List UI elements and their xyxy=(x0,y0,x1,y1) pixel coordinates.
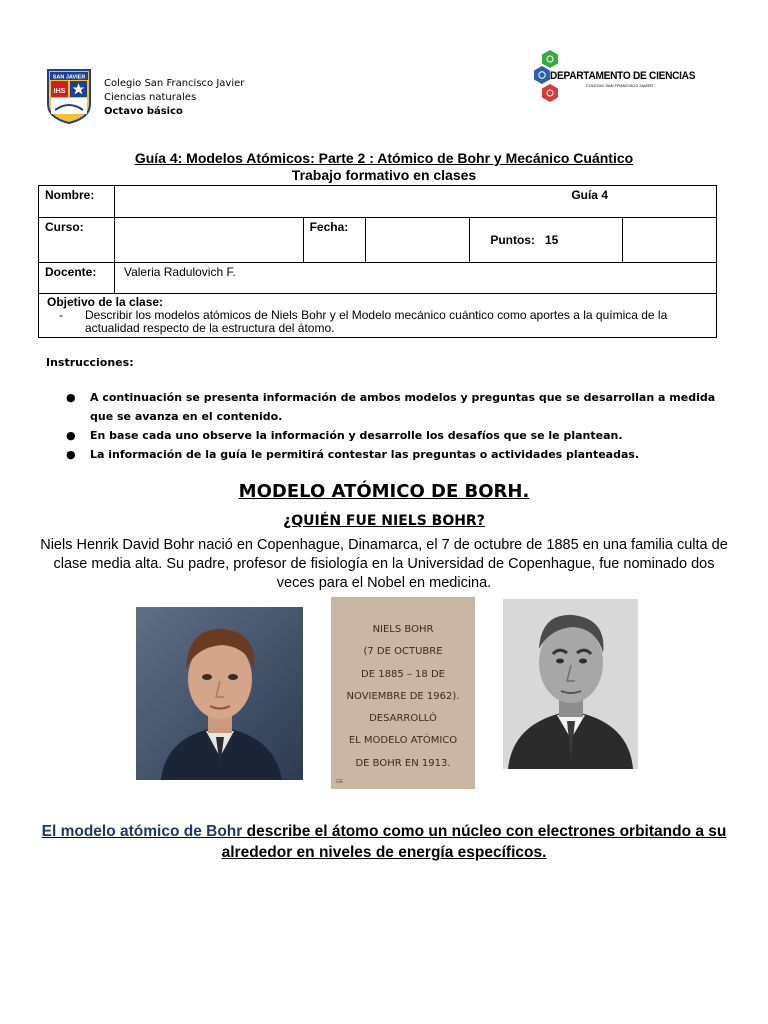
nombre-field[interactable] xyxy=(114,186,716,218)
bullet-icon: ● xyxy=(66,448,76,461)
objective-text: Describir los modelos atómicos de Niels Bohr y el Modelo mecánico cuántico como aportes a la química de la actualidad respecto de la estructura del átomo. xyxy=(85,308,668,335)
card-watermark: GE xyxy=(336,779,344,785)
puntos-cell xyxy=(470,218,623,263)
fecha-label: Fecha: xyxy=(303,218,365,263)
school-name: Colegio San Francisco Javier xyxy=(104,78,245,89)
docente-label: Docente: xyxy=(39,263,115,294)
card-line: (7 DE OCTUBRE xyxy=(363,646,443,658)
young-bohr-portrait xyxy=(136,607,303,780)
bohr-info-card xyxy=(331,597,475,789)
puntos-value: 15 xyxy=(545,233,559,247)
guide-heading xyxy=(0,150,768,184)
school-logo-ihs: IHS xyxy=(53,88,66,95)
instruction-item xyxy=(66,388,726,426)
curso-label: Curso: xyxy=(39,218,115,263)
student-info-table xyxy=(38,185,717,338)
guia-label: Guía 4 xyxy=(571,188,608,202)
card-line: NOVIEMBRE DE 1962). xyxy=(346,690,460,702)
instructions-list xyxy=(66,388,726,464)
section-subtitle: ¿QUIÉN FUE NIELS BOHR? xyxy=(283,513,485,529)
bohr-model-description: describe el átomo como un núcleo con electrones orbitando a su alrededor en niveles de energía específicos. xyxy=(221,823,727,861)
docente-value: Valeria Radulovich F. xyxy=(114,263,716,294)
guide-title: Guía 4: Modelos Atómicos: Parte 2 : Atómico de Bohr y Mecánico Cuántico xyxy=(134,150,634,166)
puntos-score-field[interactable] xyxy=(623,218,717,263)
instruction-text: La información de la guía le permitirá contestar las preguntas o actividades planteadas. xyxy=(90,448,640,461)
section-title: MODELO ATÓMICO DE BORH. xyxy=(238,481,530,502)
card-line: DESARROLLÓ xyxy=(369,713,437,725)
card-line: DE 1885 – 18 DE xyxy=(361,668,445,680)
card-line: EL MODELO ATÓMICO xyxy=(348,735,458,747)
instruction-text: A continuación se presenta información de ambos modelos y preguntas que se desarrollan a medida que se avanza en el contenido. xyxy=(90,391,716,423)
instruction-text: En base cada uno observe la información y desarrolle los desafíos que se le plantean. xyxy=(90,429,623,442)
guide-subtitle: Trabajo formativo en clases xyxy=(291,167,477,183)
instructions-title: Instrucciones: xyxy=(46,356,134,369)
bohr-model-highlight: El modelo atómico de Bohr xyxy=(41,823,243,840)
card-line: NIELS BOHR xyxy=(372,624,434,635)
instruction-item xyxy=(66,445,726,464)
objective-dash: - xyxy=(59,308,63,322)
bohr-biography: Niels Henrik David Bohr nació en Copenhague, Dinamarca, el 7 de octubre de 1885 en una familia culta de clase media alta. Su padre, profesor de fisiología en la Universidad de Copenhague, fue nominado dos veces para el Nobel en medicina. xyxy=(40,537,728,591)
nombre-label: Nombre: xyxy=(39,186,115,218)
curso-field[interactable] xyxy=(114,218,303,263)
grade-level: Octavo básico xyxy=(104,106,183,117)
school-logo xyxy=(46,68,92,124)
older-bohr-portrait xyxy=(503,599,638,769)
objective-cell xyxy=(39,294,717,338)
instruction-item xyxy=(66,426,726,445)
objective-label: Objetivo de la clase: xyxy=(47,295,164,309)
department-logo-subtitle: COLEGIO SAN FRANCISCO JAVIER xyxy=(586,83,654,88)
bullet-icon: ● xyxy=(66,429,76,442)
card-line: DE BOHR EN 1913. xyxy=(355,757,451,769)
fecha-field[interactable] xyxy=(365,218,470,263)
school-logo-banner: SAN JAVIER xyxy=(52,74,86,81)
school-info xyxy=(104,77,244,119)
puntos-label: Puntos: xyxy=(490,233,535,247)
card-text xyxy=(331,619,475,775)
bohr-model-statement xyxy=(40,821,728,863)
department-logo-title: DEPARTAMENTO DE CIENCIAS xyxy=(550,70,696,82)
bullet-icon: ● xyxy=(66,391,76,404)
subject-name: Ciencias naturales xyxy=(104,92,197,103)
department-logo xyxy=(528,48,696,106)
